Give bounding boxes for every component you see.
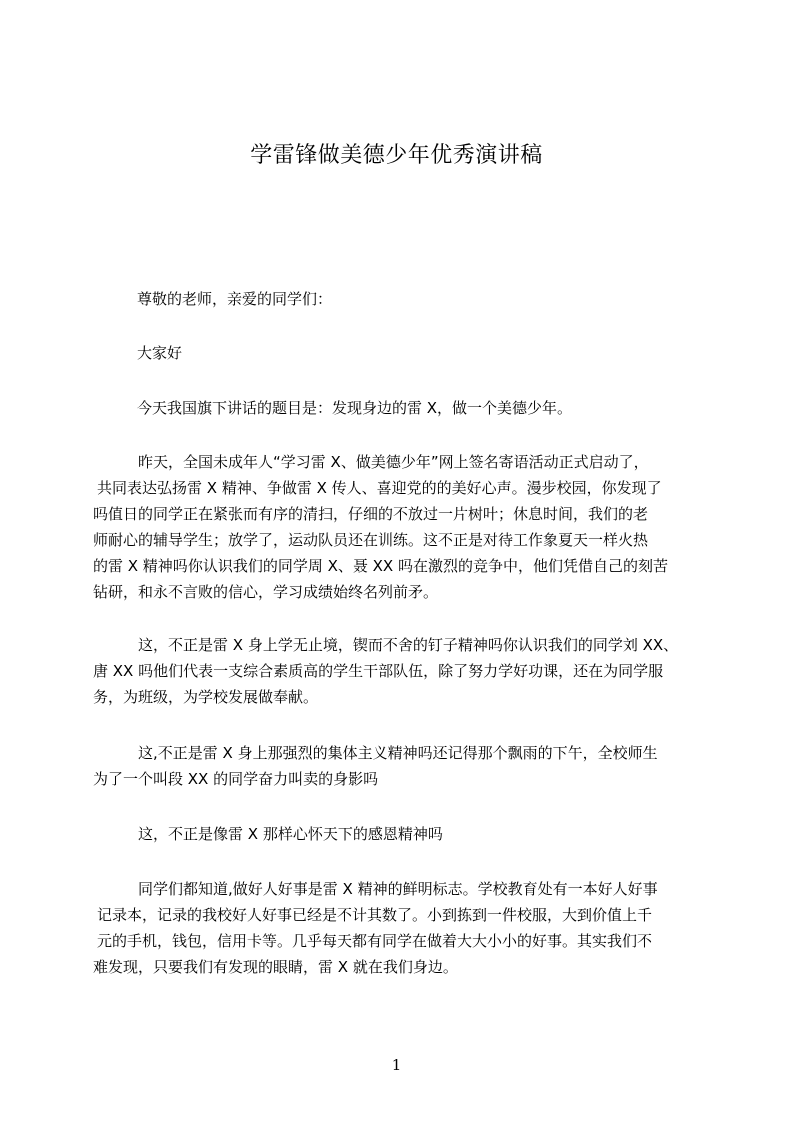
paragraph-line: 这，不正是雷 X 身上学无止境，锲而不舍的钉子精神吗你认识我们的同学刘 XX、 (138, 636, 679, 654)
paragraph-line: 师耐心的辅导学生；放学了，运动队员还在训练。这不正是对待工作象夏天一样火热 (93, 531, 649, 549)
paragraph-line: 唐 XX 吗他们代表一支综合素质高的学生干部队伍，除了努力学好功课，还在为同学服 (93, 662, 664, 680)
paragraph-line: 记录本，记录的我校好人好事已经是不计其数了。小到拣到一件校服，大到价值上千 (97, 906, 653, 924)
body-paragraph (93, 821, 697, 847)
greeting: 大家好 (137, 344, 183, 362)
body-paragraph (93, 740, 697, 792)
body-paragraph (93, 876, 697, 980)
salutation: 尊敬的老师，亲爱的同学们： (137, 290, 333, 308)
paragraph-line: 为了一个叫段 XX 的同学奋力叫卖的身影吗 (93, 770, 379, 788)
paragraph-line: 这，不正是像雷 X 那样心怀天下的感恩精神吗 (138, 825, 443, 843)
paragraph-line: 昨天，全国未成年人“学习雷 X、做美德少年”网上签名寄语活动正式启动了， (138, 453, 649, 471)
intro-line: 今天我国旗下讲话的题目是：发现身边的雷 X，做一个美德少年。 (137, 399, 573, 417)
paragraph-line: 钻研，和永不言败的信心，学习成绩始终名列前矛。 (93, 583, 439, 601)
paragraph-line: 吗值日的同学正在紧张而有序的清扫，仔细的不放过一片树叶；休息时间，我们的老 (93, 505, 649, 523)
paragraph-line: 共同表达弘扬雷 X 精神、争做雷 X 传人、喜迎党的的美好心声。漫步校园，你发现了 (97, 479, 662, 497)
paragraph-line: 难发现，只要我们有发现的眼睛，雷 X 就在我们身边。 (93, 958, 458, 976)
paragraph-line: 的雷 X 精神吗你认识我们的同学周 X、聂 XX 吗在激烈的竞争中，他们凭借自己的刻苦 (93, 557, 668, 575)
paragraph-line: 务，为班级，为学校发展做奉献。 (93, 688, 319, 706)
page-number: 1 (391, 1056, 402, 1074)
body-paragraph (93, 632, 697, 710)
body-paragraph (93, 449, 697, 605)
document-title: 学雷锋做美德少年优秀演讲稿 (250, 143, 543, 168)
paragraph-line: 元的手机，钱包，信用卡等。几乎每天都有同学在做着大大小小的好事。其实我们不 (97, 932, 653, 950)
paragraph-line: 同学们都知道,做好人好事是雷 X 精神的鲜明标志。学校教育处有一本好人好事 (138, 880, 658, 898)
paragraph-line: 这,不正是雷 X 身上那强烈的集体主义精神吗还记得那个飘雨的下午，全校师生 (138, 744, 658, 762)
